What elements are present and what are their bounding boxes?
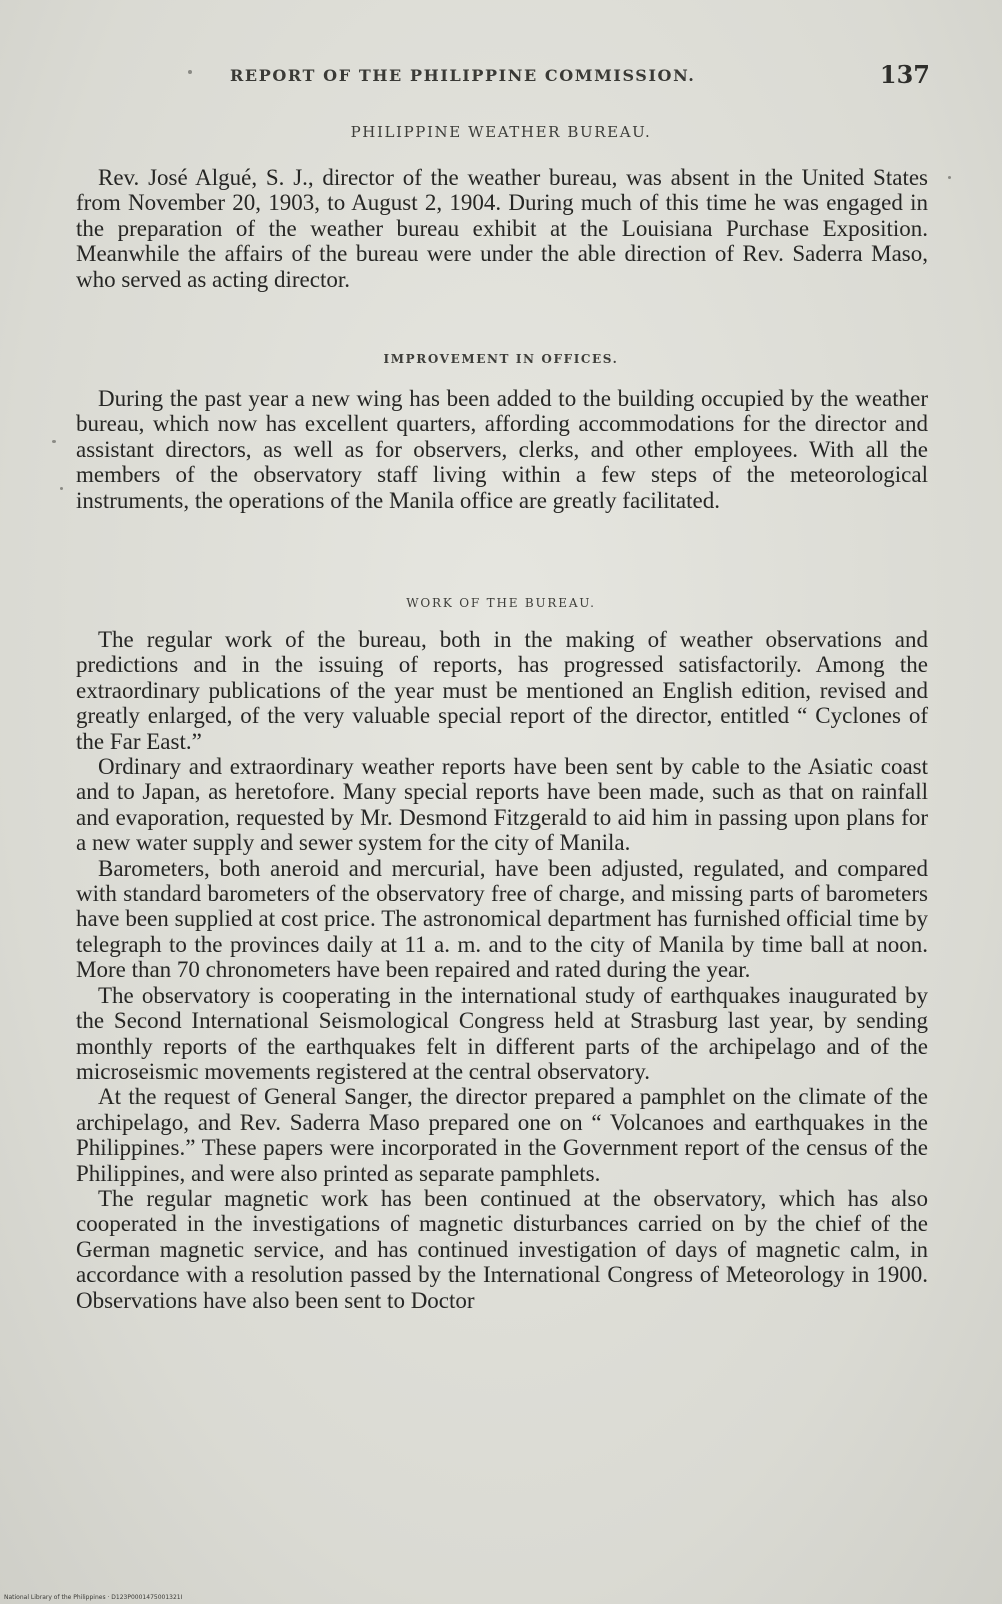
scan-speck [60,487,63,490]
paragraph-intro: Rev. José Algué, S. J., director of the weather bureau, was absent in the United States from November 20, 1903, to August 2, 1904. During much of this time he was engaged in the preparation of the weather bureau exhibit at the Louisiana Purchase Exposition. Meanwhile the affairs of the bureau were under the able direction of Rev. Saderra Maso, who served as acting director. [76,165,928,292]
work-block [76,627,928,1313]
scan-speck [52,440,56,443]
section-title-weather-bureau: PHILIPPINE WEATHER BUREAU. [350,123,652,141]
improvement-block [76,386,928,513]
intro-block [76,165,928,292]
paragraph-work-5: At the request of General Sanger, the director prepared a pamphlet on the climate of the archipelago, and Rev. Saderra Maso prepared one on “ Volcanoes and earthquakes in the Philippines.” These papers were incorporated in the Government report of the census of the Philippines, and were also printed as separate pamphlets. [76,1084,928,1186]
paragraph-work-3: Barometers, both aneroid and mercurial, have been adjusted, regulated, and compared with standard barometers of the observatory free of charge, and missing parts of barometers have been supplied at cost price. The astronomical department has furnished official time by telegraph to the provinces daily at 11 a. m. and to the city of Manila by time ball at noon. More than 70 chronometers have been repaired and rated during the year. [76,855,928,983]
page-number: 137 [879,60,930,89]
running-title: REPORT OF THE PHILIPPINE COMMISSION. [230,66,696,85]
section-title-work: WORK OF THE BUREAU. [406,596,596,610]
paragraph-improvement: During the past year a new wing has been added to the building occupied by the weather bureau, which now has excellent quarters, affording accommodations for the director and assistant directors, as well as for observers, clerks, and other employees. With all the members of the observatory staff living within a few steps of the meteorological instruments, the operations of the Manila office are greatly facilitated. [76,386,928,513]
paragraph-work-6: The regular magnetic work has been continued at the observatory, which has also cooperated in the investigations of magnetic disturbances carried on by the chief of the German magnetic service, and has continued investigation of days of magnetic calm, in accordance with a resolution passed by the International Congress of Meteorology in 1900. Observations have also been sent to Doctor [76,1185,928,1313]
section-title-improvement: IMPROVEMENT IN OFFICES. [383,352,619,366]
scan-speck [948,176,951,179]
paragraph-work-2: Ordinary and extraordinary weather reports have been sent by cable to the Asiatic coast and to Japan, as heretofore. Many special reports have been made, such as that on rainfall and evaporation, requested by Mr. Desmond Fitzgerald to aid him in passing upon plans for a new water supply and sewer system for the city of Manila. [76,754,928,856]
paragraph-work-1: The regular work of the bureau, both in the making of weather observations and predictions and in the issuing of reports, has progressed satisfactorily. Among the extraordinary publications of the year must be mentioned an English edition, revised and greatly enlarged, of the very valuable special report of the director, entitled “ Cyclones of the Far East.” [76,627,928,754]
scan-speck [188,70,192,74]
source-footer: National Library of the Philippines · D123P0001475001321I [4,1594,183,1601]
paragraph-work-4: The observatory is cooperating in the international study of earthquakes inaugurated by the Second International Seismological Congress held at Strasburg last year, by sending monthly reports of the earthquakes felt in different parts of the archipelago and of the microseismic movements registered at the central observatory. [76,982,928,1084]
running-head [100,62,930,92]
